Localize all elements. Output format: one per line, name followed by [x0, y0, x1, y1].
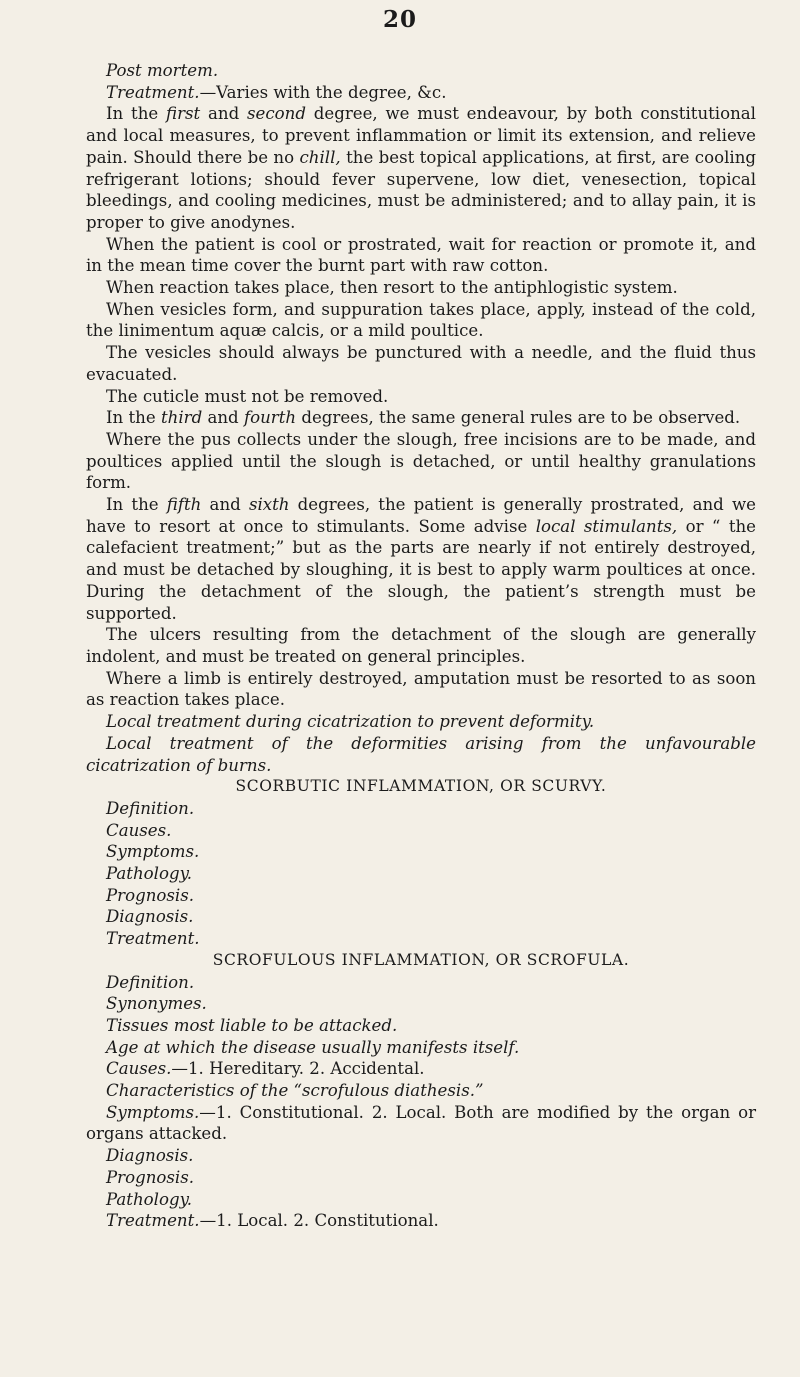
paragraph: Treatment.	[106, 929, 200, 949]
paragraph: In the third and fourth degrees, the same general rules are to be observed.	[106, 408, 741, 428]
paragraph: In the first and second degree, we must endeavour, by both constitutional and local measures, to prevent inflammation or limit its extension, and relieve pain. Should there be no chill, the best topical applications, at first, are cooling refrigerant lotions; should fever supervene, low diet, venesection, topical bleedings, and cooling medicines, must be administered; and to allay pain, it is proper to give anodynes.	[86, 104, 757, 232]
paragraph: Pathology.	[106, 1189, 193, 1209]
paragraph: When vesicles form, and suppuration takes place, apply, instead of the cold, the linimentum aquæ calcis, or a mild poultice.	[86, 299, 756, 341]
paragraph: Local treatment during cicatrization to prevent deformity.	[106, 712, 595, 732]
paragraph: Tissues most liable to be attacked.	[106, 1015, 398, 1035]
paragraph: The cuticle must not be removed.	[106, 386, 389, 406]
paragraph: Definition.	[106, 972, 195, 992]
paragraph: Treatment.—Varies with the degree, &c.	[106, 82, 447, 102]
paragraph: Definition.	[106, 798, 195, 818]
section-heading: SCORBUTIC INFLAMMATION, OR SCURVY.	[235, 777, 607, 796]
paragraph: When the patient is cool or prostrated, wait for reaction or promote it, and in the mean time cover the burnt part with raw cotton.	[86, 234, 756, 276]
paragraph: Characteristics of the “scrofulous diathesis.”	[106, 1081, 484, 1101]
paragraph: Post mortem.	[106, 61, 219, 80]
paragraph: Symptoms.—1. Constitutional. 2. Local. Both are modified by the organ or organs attacked.	[86, 1102, 756, 1144]
paragraph: Diagnosis.	[106, 907, 194, 927]
paragraph: Local treatment of the deformities arising from the unfavourable cicatrization of burns.	[86, 733, 756, 775]
paragraph: Pathology.	[106, 864, 193, 884]
paragraph: Where the pus collects under the slough, free incisions are to be made, and poultices applied until the slough is detached, or until healthy granulations form.	[86, 429, 756, 493]
paragraph: Age at which the disease usually manifests itself.	[106, 1037, 520, 1057]
section-heading: SCROFULOUS INFLAMMATION, OR SCROFULA.	[212, 950, 630, 969]
paragraph: Causes.—1. Hereditary. 2. Accidental.	[106, 1059, 425, 1079]
paragraph: When reaction takes place, then resort to the antiphlogistic system.	[106, 278, 678, 298]
paragraph: The ulcers resulting from the detachment of the slough are generally indolent, and must be treated on general principles.	[86, 625, 756, 666]
paragraph: Where a limb is entirely destroyed, amputation must be resorted to as soon as reaction takes place.	[86, 668, 756, 710]
paragraph: Diagnosis.	[106, 1146, 194, 1166]
paragraph: Prognosis.	[106, 885, 195, 905]
paragraph: Treatment.—1. Local. 2. Constitutional.	[106, 1211, 439, 1231]
paragraph: Symptoms.	[106, 842, 200, 862]
paragraph: Synonymes.	[106, 994, 207, 1014]
paragraph: In the fifth and sixth degrees, the patient is generally prostrated, and we have to resort at once to stimulants. Some advise local stimulants, or “ the calefacient treatment;” but as the parts are nearly if not entirely destroyed, and must be detached by sloughing, it is best to apply warm poultices at once. During the detachment of the slough, the patient’s strength must be supported.	[86, 495, 757, 623]
paragraph: Prognosis.	[106, 1167, 195, 1187]
paragraph: The vesicles should always be punctured with a needle, and the fluid thus evacuated.	[86, 343, 756, 384]
paragraph: Causes.	[106, 820, 172, 840]
page-number: 20	[382, 6, 417, 33]
page-text	[86, 60, 756, 1232]
